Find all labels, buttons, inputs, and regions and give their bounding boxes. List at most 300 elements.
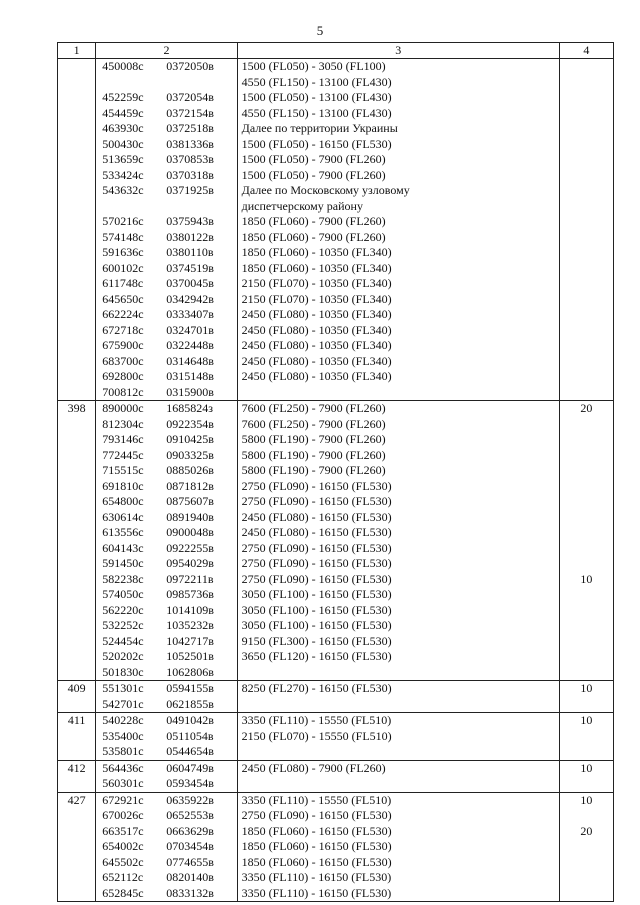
header-col-4: 4 — [559, 43, 613, 59]
width-cell — [559, 525, 613, 541]
width-cell — [559, 59, 613, 75]
coordinates-cell — [96, 525, 237, 541]
altitude-range-cell: 3350 (FL110) - 16150 (FL530) — [237, 886, 559, 902]
altitude-range-cell: 1850 (FL060) - 7900 (FL260) — [237, 214, 559, 230]
width-cell — [559, 494, 613, 510]
width-cell — [559, 839, 613, 855]
latitude: 645502с — [102, 854, 144, 869]
altitude-range-cell: 2450 (FL080) - 16150 (FL530) — [237, 525, 559, 541]
altitude-range-cell: 2150 (FL070) - 10350 (FL340) — [237, 292, 559, 308]
coordinates-cell — [96, 137, 237, 153]
route-number-cell: 411 — [58, 713, 96, 729]
airway-table — [57, 42, 614, 902]
latitude: 551301с — [102, 681, 144, 695]
altitude-range-cell: 8250 (FL270) - 16150 (FL530) — [237, 681, 559, 697]
width-cell — [559, 137, 613, 153]
coordinates-cell — [96, 417, 237, 433]
route-number-cell — [58, 183, 96, 199]
latitude: 560301с — [102, 776, 144, 790]
coordinates-cell — [96, 729, 237, 745]
longitude: 0604749в — [166, 760, 214, 775]
longitude: 0314648в — [166, 353, 214, 368]
latitude: 654800с — [102, 494, 144, 508]
width-cell — [559, 808, 613, 824]
latitude: 574148с — [102, 229, 144, 244]
latitude: 793146с — [102, 432, 144, 446]
route-number-cell — [58, 808, 96, 824]
route-number-cell — [58, 385, 96, 401]
width-cell — [559, 369, 613, 385]
altitude-range-cell: 1850 (FL060) - 16150 (FL530) — [237, 824, 559, 840]
longitude: 1685824з — [166, 401, 214, 415]
longitude: 1052501в — [166, 649, 214, 663]
longitude: 0544654в — [166, 744, 214, 758]
table-row — [58, 681, 614, 697]
longitude: 0621855в — [166, 696, 214, 711]
route-number-cell: 427 — [58, 792, 96, 808]
table-row — [58, 729, 614, 745]
table-row — [58, 276, 614, 292]
route-number-cell — [58, 556, 96, 572]
latitude: 613556с — [102, 525, 144, 539]
altitude-range-cell: 2450 (FL080) - 16150 (FL530) — [237, 510, 559, 526]
table-row — [58, 603, 614, 619]
coordinates-cell — [96, 697, 237, 713]
latitude: 812304с — [102, 416, 144, 431]
latitude: 542701с — [102, 696, 144, 711]
coordinates-cell — [96, 855, 237, 871]
longitude: 0370853в — [166, 152, 214, 166]
latitude: 533424с — [102, 167, 144, 182]
table-row — [58, 323, 614, 339]
altitude-range-cell: 2450 (FL080) - 10350 (FL340) — [237, 307, 559, 323]
latitude: 662224с — [102, 307, 144, 321]
altitude-range-cell: 5800 (FL190) - 7900 (FL260) — [237, 448, 559, 464]
width-cell — [559, 855, 613, 871]
width-cell — [559, 261, 613, 277]
route-number-cell: 412 — [58, 760, 96, 776]
altitude-range-cell: Далее по Московскому узловому — [237, 183, 559, 199]
table-row — [58, 587, 614, 603]
longitude: 0922354в — [166, 416, 214, 431]
table-row — [58, 261, 614, 277]
longitude: 0663629в — [166, 823, 214, 838]
width-cell — [559, 463, 613, 479]
width-cell: 10 — [559, 713, 613, 729]
route-number-cell: 409 — [58, 681, 96, 697]
latitude: 691810с — [102, 478, 144, 493]
width-cell — [559, 230, 613, 246]
latitude: 535400с — [102, 728, 144, 743]
coordinates-cell — [96, 556, 237, 572]
table-row — [58, 307, 614, 323]
width-cell — [559, 479, 613, 495]
table-row — [58, 245, 614, 261]
width-cell — [559, 292, 613, 308]
route-number-cell — [58, 417, 96, 433]
longitude: 0372050в — [166, 59, 214, 73]
coordinates-cell — [96, 618, 237, 634]
table-row — [58, 776, 614, 792]
altitude-range-cell: 1850 (FL060) - 16150 (FL530) — [237, 839, 559, 855]
altitude-range-cell: 3050 (FL100) - 16150 (FL530) — [237, 587, 559, 603]
coordinates-cell — [96, 292, 237, 308]
latitude: 645650с — [102, 291, 144, 306]
longitude: 0315900в — [166, 384, 214, 399]
table-row — [58, 556, 614, 572]
table-row — [58, 541, 614, 557]
coordinates-cell — [96, 681, 237, 697]
route-number-cell — [58, 106, 96, 122]
width-cell — [559, 556, 613, 572]
altitude-range-cell: диспетчерскому району — [237, 199, 559, 215]
coordinates-cell — [96, 479, 237, 495]
table-row — [58, 665, 614, 681]
latitude: 454459с — [102, 105, 144, 120]
longitude: 0652553в — [166, 808, 214, 822]
width-cell — [559, 417, 613, 433]
latitude: 513659с — [102, 152, 144, 166]
width-cell — [559, 432, 613, 448]
table-row — [58, 90, 614, 106]
longitude: 0372054в — [166, 90, 214, 104]
latitude: 692800с — [102, 369, 144, 383]
latitude: 501830с — [102, 664, 144, 679]
route-number-cell — [58, 432, 96, 448]
route-number-cell — [58, 572, 96, 588]
table-row — [58, 713, 614, 729]
latitude: 564436с — [102, 760, 144, 775]
coordinates-cell — [96, 760, 237, 776]
altitude-range-cell: Далее по территории Украины — [237, 121, 559, 137]
table-row — [58, 479, 614, 495]
width-cell — [559, 776, 613, 792]
altitude-range-cell: 2750 (FL090) - 16150 (FL530) — [237, 572, 559, 588]
longitude: 0635922в — [166, 792, 214, 807]
altitude-range-cell: 2450 (FL080) - 10350 (FL340) — [237, 338, 559, 354]
latitude: 562220с — [102, 602, 144, 617]
longitude: 0871812в — [166, 478, 214, 493]
coordinates-cell — [96, 808, 237, 824]
table-row — [58, 75, 614, 91]
table-row — [58, 230, 614, 246]
coordinates-cell — [96, 121, 237, 137]
route-number-cell — [58, 776, 96, 792]
table-row — [58, 292, 614, 308]
coordinates-cell — [96, 776, 237, 792]
longitude: 0891940в — [166, 509, 214, 524]
route-number-cell — [58, 323, 96, 339]
altitude-range-cell: 2450 (FL080) - 10350 (FL340) — [237, 323, 559, 339]
width-cell — [559, 448, 613, 464]
table-row — [58, 183, 614, 199]
latitude: 715515с — [102, 463, 144, 477]
table-row — [58, 137, 614, 153]
altitude-range-cell: 2750 (FL090) - 16150 (FL530) — [237, 494, 559, 510]
altitude-range-cell: 2150 (FL070) - 10350 (FL340) — [237, 276, 559, 292]
width-cell — [559, 90, 613, 106]
latitude: 611748с — [102, 276, 144, 290]
width-cell — [559, 870, 613, 886]
altitude-range-cell: 3350 (FL110) - 15550 (FL510) — [237, 713, 559, 729]
latitude: 630614с — [102, 509, 144, 524]
route-number-cell — [58, 307, 96, 323]
table-row — [58, 886, 614, 902]
route-number-cell — [58, 75, 96, 91]
route-number-cell — [58, 448, 96, 464]
latitude: 772445с — [102, 447, 144, 462]
altitude-range-cell: 3650 (FL120) - 16150 (FL530) — [237, 649, 559, 665]
route-number-cell — [58, 886, 96, 902]
width-cell: 10 — [559, 792, 613, 808]
width-cell — [559, 886, 613, 902]
coordinates-cell — [96, 870, 237, 886]
table-row — [58, 385, 614, 401]
route-number-cell — [58, 276, 96, 292]
longitude: 0875607в — [166, 494, 214, 508]
table-row — [58, 199, 614, 215]
coordinates-cell — [96, 510, 237, 526]
table-row — [58, 417, 614, 433]
width-cell — [559, 152, 613, 168]
width-cell — [559, 106, 613, 122]
coordinates-cell — [96, 214, 237, 230]
altitude-range-cell: 5800 (FL190) - 7900 (FL260) — [237, 432, 559, 448]
route-number-cell — [58, 870, 96, 886]
route-number-cell — [58, 744, 96, 760]
table-row — [58, 792, 614, 808]
coordinates-cell — [96, 245, 237, 261]
width-cell — [559, 245, 613, 261]
width-cell — [559, 541, 613, 557]
coordinates-cell — [96, 106, 237, 122]
coordinates-cell — [96, 744, 237, 760]
altitude-range-cell: 3350 (FL110) - 15550 (FL510) — [237, 792, 559, 808]
route-number-cell — [58, 839, 96, 855]
route-number-cell — [58, 634, 96, 650]
longitude: 0370045в — [166, 276, 214, 290]
altitude-range-cell: 1850 (FL060) - 16150 (FL530) — [237, 855, 559, 871]
longitude: 0322448в — [166, 338, 214, 352]
altitude-range-cell: 1850 (FL060) - 10350 (FL340) — [237, 261, 559, 277]
longitude: 0372518в — [166, 121, 214, 135]
table-row — [58, 634, 614, 650]
altitude-range-cell — [237, 697, 559, 713]
route-number-cell — [58, 90, 96, 106]
longitude: 0333407в — [166, 307, 214, 321]
longitude: 0985736в — [166, 587, 214, 601]
coordinates-cell — [96, 665, 237, 681]
route-number-cell — [58, 541, 96, 557]
route-number-cell — [58, 354, 96, 370]
longitude: 0375943в — [166, 214, 214, 228]
width-cell: 10 — [559, 760, 613, 776]
route-number-cell — [58, 121, 96, 137]
route-number-cell — [58, 338, 96, 354]
table-row — [58, 808, 614, 824]
altitude-range-cell: 3050 (FL100) - 16150 (FL530) — [237, 618, 559, 634]
latitude: 600102с — [102, 260, 144, 275]
longitude: 1062806в — [166, 664, 214, 679]
longitude: 0511054в — [166, 728, 214, 743]
route-number-cell — [58, 230, 96, 246]
longitude: 0903325в — [166, 447, 214, 462]
longitude: 0703454в — [166, 839, 214, 853]
latitude: 543632с — [102, 183, 144, 197]
table-row — [58, 338, 614, 354]
route-number-cell — [58, 525, 96, 541]
table-row — [58, 510, 614, 526]
table-header-row — [58, 43, 614, 59]
altitude-range-cell: 2750 (FL090) - 16150 (FL530) — [237, 556, 559, 572]
altitude-range-cell: 2750 (FL090) - 16150 (FL530) — [237, 479, 559, 495]
coordinates-cell — [96, 824, 237, 840]
coordinates-cell — [96, 792, 237, 808]
latitude: 652112с — [102, 870, 144, 884]
width-cell — [559, 634, 613, 650]
latitude: 591450с — [102, 556, 144, 570]
route-number-cell — [58, 463, 96, 479]
width-cell — [559, 183, 613, 199]
table-row — [58, 214, 614, 230]
altitude-range-cell: 5800 (FL190) - 7900 (FL260) — [237, 463, 559, 479]
width-cell — [559, 121, 613, 137]
route-number-cell — [58, 729, 96, 745]
longitude: 0820140в — [166, 870, 214, 884]
coordinates-cell — [96, 886, 237, 902]
longitude: 0491042в — [166, 713, 214, 727]
longitude: 0833132в — [166, 885, 214, 900]
altitude-range-cell: 9150 (FL300) - 16150 (FL530) — [237, 634, 559, 650]
latitude: 670026с — [102, 808, 144, 822]
longitude: 1042717в — [166, 633, 214, 648]
latitude: 540228с — [102, 713, 144, 727]
route-number-cell — [58, 697, 96, 713]
coordinates-cell — [96, 634, 237, 650]
table-row — [58, 839, 614, 855]
width-cell — [559, 744, 613, 760]
table-row — [58, 448, 614, 464]
altitude-range-cell: 7600 (FL250) - 7900 (FL260) — [237, 417, 559, 433]
coordinates-cell — [96, 432, 237, 448]
coordinates-cell — [96, 323, 237, 339]
latitude: 672718с — [102, 322, 144, 337]
altitude-range-cell: 1500 (FL050) - 7900 (FL260) — [237, 168, 559, 184]
coordinates-cell — [96, 199, 237, 215]
route-number-cell — [58, 494, 96, 510]
altitude-range-cell: 2150 (FL070) - 15550 (FL510) — [237, 729, 559, 745]
coordinates-cell — [96, 307, 237, 323]
altitude-range-cell — [237, 744, 559, 760]
width-cell — [559, 323, 613, 339]
latitude: 591636с — [102, 245, 144, 259]
coordinates-cell — [96, 541, 237, 557]
table-row — [58, 525, 614, 541]
latitude: 520202с — [102, 649, 144, 663]
width-cell — [559, 199, 613, 215]
altitude-range-cell: 3050 (FL100) - 16150 (FL530) — [237, 603, 559, 619]
coordinates-cell — [96, 354, 237, 370]
latitude: 652845с — [102, 885, 144, 900]
longitude: 0381336в — [166, 136, 214, 151]
route-number-cell — [58, 855, 96, 871]
latitude: 700812с — [102, 384, 144, 399]
route-number-cell — [58, 824, 96, 840]
width-cell — [559, 385, 613, 401]
altitude-range-cell: 2750 (FL090) - 16150 (FL530) — [237, 808, 559, 824]
width-cell: 10 — [559, 681, 613, 697]
altitude-range-cell: 3350 (FL110) - 16150 (FL530) — [237, 870, 559, 886]
altitude-range-cell: 2750 (FL090) - 16150 (FL530) — [237, 541, 559, 557]
width-cell — [559, 307, 613, 323]
route-number-cell — [58, 261, 96, 277]
table-row — [58, 697, 614, 713]
width-cell — [559, 75, 613, 91]
altitude-range-cell: 2450 (FL080) - 10350 (FL340) — [237, 354, 559, 370]
route-number-cell — [58, 510, 96, 526]
latitude: 663517с — [102, 823, 144, 838]
altitude-range-cell — [237, 665, 559, 681]
table-row — [58, 855, 614, 871]
longitude: 1035232в — [166, 618, 214, 632]
table-row — [58, 59, 614, 75]
table-row — [58, 106, 614, 122]
latitude: 463930с — [102, 121, 144, 135]
latitude: 532252с — [102, 618, 144, 632]
table-row — [58, 354, 614, 370]
longitude: 0372154в — [166, 105, 214, 120]
altitude-range-cell: 4550 (FL150) - 13100 (FL430) — [237, 75, 559, 91]
longitude: 0593454в — [166, 776, 214, 790]
coordinates-cell — [96, 230, 237, 246]
altitude-range-cell: 7600 (FL250) - 7900 (FL260) — [237, 401, 559, 417]
longitude: 0380110в — [166, 245, 214, 259]
width-cell — [559, 729, 613, 745]
altitude-range-cell: 2450 (FL080) - 10350 (FL340) — [237, 369, 559, 385]
altitude-range-cell: 1500 (FL050) - 3050 (FL100) — [237, 59, 559, 75]
latitude: 672921с — [102, 792, 144, 807]
route-number-cell — [58, 665, 96, 681]
width-cell — [559, 697, 613, 713]
width-cell — [559, 618, 613, 634]
width-cell — [559, 338, 613, 354]
altitude-range-cell: 1850 (FL060) - 7900 (FL260) — [237, 230, 559, 246]
latitude: 570216с — [102, 214, 144, 228]
altitude-range-cell: 1850 (FL060) - 10350 (FL340) — [237, 245, 559, 261]
latitude: 535801с — [102, 744, 144, 758]
route-number-cell: 398 — [58, 401, 96, 417]
longitude: 0774655в — [166, 854, 214, 869]
coordinates-cell — [96, 59, 237, 75]
table-row — [58, 618, 614, 634]
coordinates-cell — [96, 401, 237, 417]
coordinates-cell — [96, 152, 237, 168]
table-row — [58, 369, 614, 385]
coordinates-cell — [96, 448, 237, 464]
latitude: 675900с — [102, 338, 144, 352]
coordinates-cell — [96, 183, 237, 199]
route-number-cell — [58, 618, 96, 634]
latitude: 450008с — [102, 59, 144, 73]
width-cell: 20 — [559, 401, 613, 417]
table-row — [58, 401, 614, 417]
coordinates-cell — [96, 276, 237, 292]
width-cell: 10 — [559, 572, 613, 588]
table-row — [58, 572, 614, 588]
latitude: 683700с — [102, 353, 144, 368]
latitude: 524454с — [102, 633, 144, 648]
header-col-3: 3 — [237, 43, 559, 59]
